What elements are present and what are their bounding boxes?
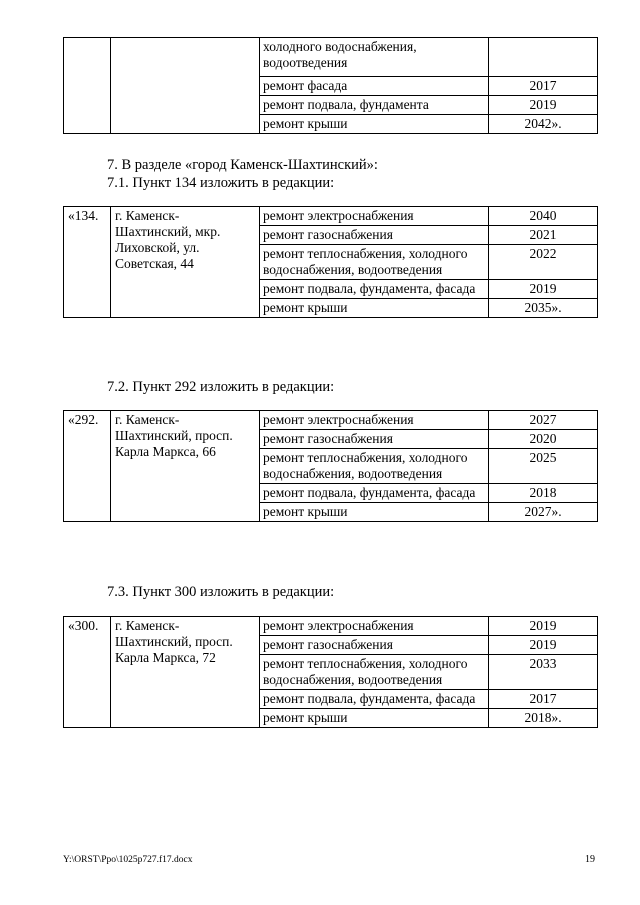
year-cell: 2027 — [489, 411, 598, 430]
address-cell — [111, 38, 260, 134]
work-cell: ремонт крыши — [260, 503, 489, 522]
year-cell: 2020 — [489, 430, 598, 449]
work-cell: ремонт подвала, фундамента, фасада — [260, 484, 489, 503]
section-heading: 7. В разделе «город Каменск-Шахтинский»: — [107, 157, 378, 173]
year-cell: 2040 — [489, 207, 598, 226]
work-cell: ремонт фасада — [260, 77, 489, 96]
work-cell: ремонт теплоснабжения, холодного водоснабжения, водоотведения — [260, 449, 489, 484]
table-row — [64, 38, 598, 77]
year-cell: 2019 — [489, 280, 598, 299]
page-number: 19 — [585, 854, 595, 865]
year-cell: 2017 — [489, 690, 598, 709]
year-cell: 2017 — [489, 77, 598, 96]
year-cell: 2022 — [489, 245, 598, 280]
year-cell: 2021 — [489, 226, 598, 245]
work-cell: ремонт крыши — [260, 299, 489, 318]
item-caption-134: 7.1. Пункт 134 изложить в редакции: — [107, 175, 335, 191]
table-row — [64, 411, 598, 430]
item-caption-292: 7.2. Пункт 292 изложить в редакции: — [107, 379, 335, 395]
work-cell: ремонт подвала, фундамента, фасада — [260, 280, 489, 299]
address-cell: г. Каменск-Шахтинский, просп. Карла Маркса, 72 — [111, 617, 260, 728]
item-number: «134. — [64, 207, 111, 318]
year-cell: 2025 — [489, 449, 598, 484]
year-cell: 2042». — [489, 115, 598, 134]
year-cell: 2018 — [489, 484, 598, 503]
year-cell: 2035». — [489, 299, 598, 318]
work-cell: ремонт газоснабжения — [260, 636, 489, 655]
work-cell: ремонт электроснабжения — [260, 411, 489, 430]
work-cell: ремонт крыши — [260, 709, 489, 728]
year-cell: 2018». — [489, 709, 598, 728]
table-row — [64, 617, 598, 636]
work-cell: ремонт газоснабжения — [260, 430, 489, 449]
table-row — [64, 207, 598, 226]
work-cell: ремонт подвала, фундамента, фасада — [260, 690, 489, 709]
work-cell: ремонт крыши — [260, 115, 489, 134]
work-cell: холодного водоснабжения, водоотведения — [260, 38, 489, 77]
num-cell — [64, 38, 111, 134]
work-cell: ремонт теплоснабжения, холодного водоснабжения, водоотведения — [260, 655, 489, 690]
item-caption-300: 7.3. Пункт 300 изложить в редакции: — [107, 584, 335, 600]
work-cell: ремонт электроснабжения — [260, 617, 489, 636]
year-cell: 2027». — [489, 503, 598, 522]
item-number: «300. — [64, 617, 111, 728]
table-item-292 — [63, 410, 598, 522]
table-item-134 — [63, 206, 598, 318]
year-cell — [489, 38, 598, 77]
work-cell: ремонт газоснабжения — [260, 226, 489, 245]
address-cell: г. Каменск-Шахтинский, просп. Карла Маркса, 66 — [111, 411, 260, 522]
top-continuation-table — [63, 37, 598, 134]
table-item-300 — [63, 616, 598, 728]
work-cell: ремонт теплоснабжения, холодного водоснабжения, водоотведения — [260, 245, 489, 280]
year-cell: 2019 — [489, 617, 598, 636]
address-cell: г. Каменск-Шахтинский, мкр. Лиховской, ул. Советская, 44 — [111, 207, 260, 318]
work-cell: ремонт подвала, фундамента — [260, 96, 489, 115]
footer-file-path: Y:\ORST\Ppo\1025p727.f17.docx — [63, 855, 193, 865]
year-cell: 2033 — [489, 655, 598, 690]
year-cell: 2019 — [489, 636, 598, 655]
year-cell: 2019 — [489, 96, 598, 115]
work-cell: ремонт электроснабжения — [260, 207, 489, 226]
item-number: «292. — [64, 411, 111, 522]
